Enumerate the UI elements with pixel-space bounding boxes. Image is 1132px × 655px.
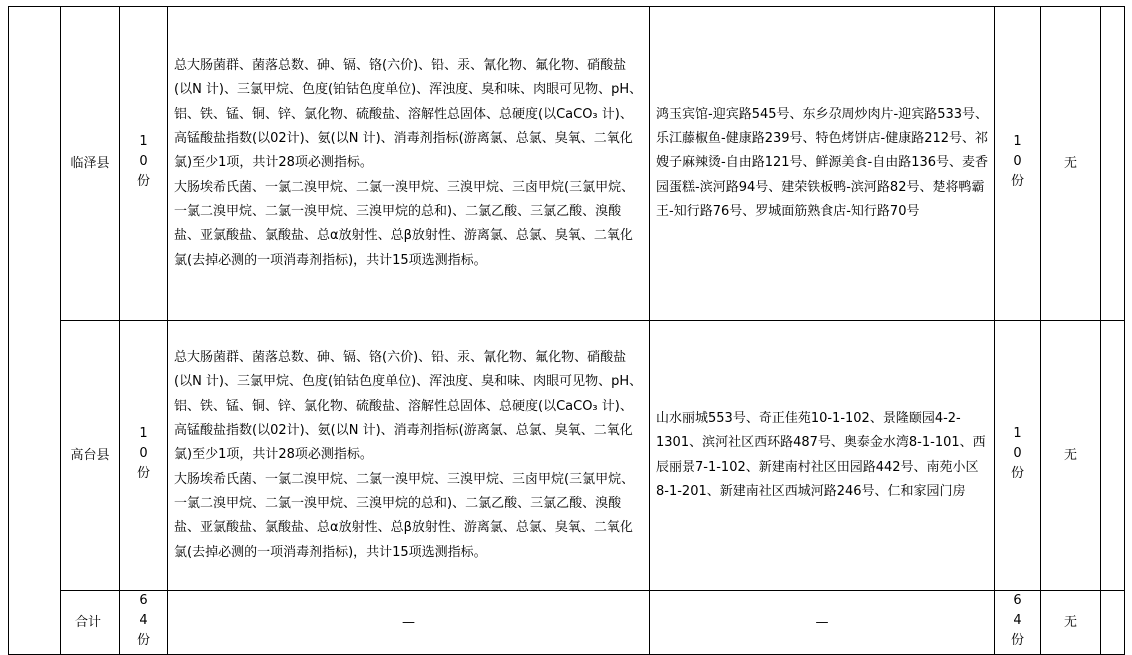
sample-count-cell-2: 10份 <box>995 7 1041 321</box>
right-margin-cell <box>1101 7 1125 321</box>
required-indicators: 总大肠菌群、菌落总数、砷、镉、铬(六价)、铅、汞、氰化物、氟化物、硝酸盐(以N 计)、三氯甲烷、色度(铂钴色度单位)、浑浊度、臭和味、肉眼可见物、pH、铝、铁、锰、铜、锌、氯化物、硫酸盐、溶解性总固体、总硬度(以CaCO₃ 计)、高锰酸盐指数(以02计)、氨(以N 计)、消毒剂指标(游离氯、总氯、臭氧、二氧化氯)至少1项，共计28项必测指标。 <box>174 350 643 463</box>
table-row <box>9 321 1125 591</box>
sample-count-cell: 10份 <box>120 321 168 591</box>
indicators-cell <box>168 7 650 321</box>
locations-cell: 山水丽城553号、奇正佳苑10-1-102、景隆颐园4-2-1301、滨河社区西环路487号、奥泰金水湾8-1-101、西辰丽景7-1-102、新建南村社区田园路442号、南苑小区8-1-201、新建南社区西城河路246号、仁和家园门房 <box>650 321 995 591</box>
right-margin-cell <box>1101 591 1125 655</box>
total-sample-count-cell-2: 64份 <box>995 591 1041 655</box>
total-sample-count-cell: 64份 <box>120 591 168 655</box>
county-cell: 临泽县 <box>61 7 120 321</box>
remark-cell: 无 <box>1041 7 1101 321</box>
total-row <box>9 591 1125 655</box>
total-indicators-cell: — <box>168 591 650 655</box>
sample-count-cell: 10份 <box>120 7 168 321</box>
optional-indicators: 大肠埃希氏菌、一氯二溴甲烷、二氯一溴甲烷、三溴甲烷、三卤甲烷(三氯甲烷、一氯二溴甲烷、二氯一溴甲烷、三溴甲烷的总和)、二氯乙酸、三氯乙酸、溴酸盐、亚氯酸盐、氯酸盐、总α放射性、总β放射性、游离氯、总氯、臭氧、二氧化氯(去掉必测的一项消毒剂指标)，共计15项选测指标。 <box>174 471 635 560</box>
monitoring-table <box>8 6 1125 655</box>
total-label-cell: 合计 <box>61 591 120 655</box>
total-locations-cell: — <box>650 591 995 655</box>
remark-cell: 无 <box>1041 321 1101 591</box>
sample-count-cell-2: 10份 <box>995 321 1041 591</box>
optional-indicators: 大肠埃希氏菌、一氯二溴甲烷、二氯一溴甲烷、三溴甲烷、三卤甲烷(三氯甲烷、一氯二溴甲烷、二氯一溴甲烷、三溴甲烷的总和)、二氯乙酸、三氯乙酸、溴酸盐、亚氯酸盐、氯酸盐、总α放射性、总β放射性、游离氯、总氯、臭氧、二氧化氯(去掉必测的一项消毒剂指标)，共计15项选测指标。 <box>174 179 635 268</box>
table-row <box>9 7 1125 321</box>
indicators-cell <box>168 321 650 591</box>
left-margin-cell <box>9 7 61 655</box>
county-cell: 高台县 <box>61 321 120 591</box>
total-remark-cell: 无 <box>1041 591 1101 655</box>
right-margin-cell <box>1101 321 1125 591</box>
locations-cell: 鸿玉宾馆-迎宾路545号、东乡尕周炒肉片-迎宾路533号、乐江藤椒鱼-健康路239号、特色烤饼店-健康路212号、祁嫂子麻辣烫-自由路121号、鲜源美食-自由路136号、麦香园蛋糕-滨河路94号、建荣铁板鸭-滨河路82号、楚将鸭霸王-知行路76号、罗城面筋熟食店-知行路70号 <box>650 7 995 321</box>
required-indicators: 总大肠菌群、菌落总数、砷、镉、铬(六价)、铅、汞、氰化物、氟化物、硝酸盐(以N 计)、三氯甲烷、色度(铂钴色度单位)、浑浊度、臭和味、肉眼可见物、pH、铝、铁、锰、铜、锌、氯化物、硫酸盐、溶解性总固体、总硬度(以CaCO₃ 计)、高锰酸盐指数(以02计)、氨(以N 计)、消毒剂指标(游离氯、总氯、臭氧、二氧化氯)至少1项，共计28项必测指标。 <box>174 58 643 171</box>
